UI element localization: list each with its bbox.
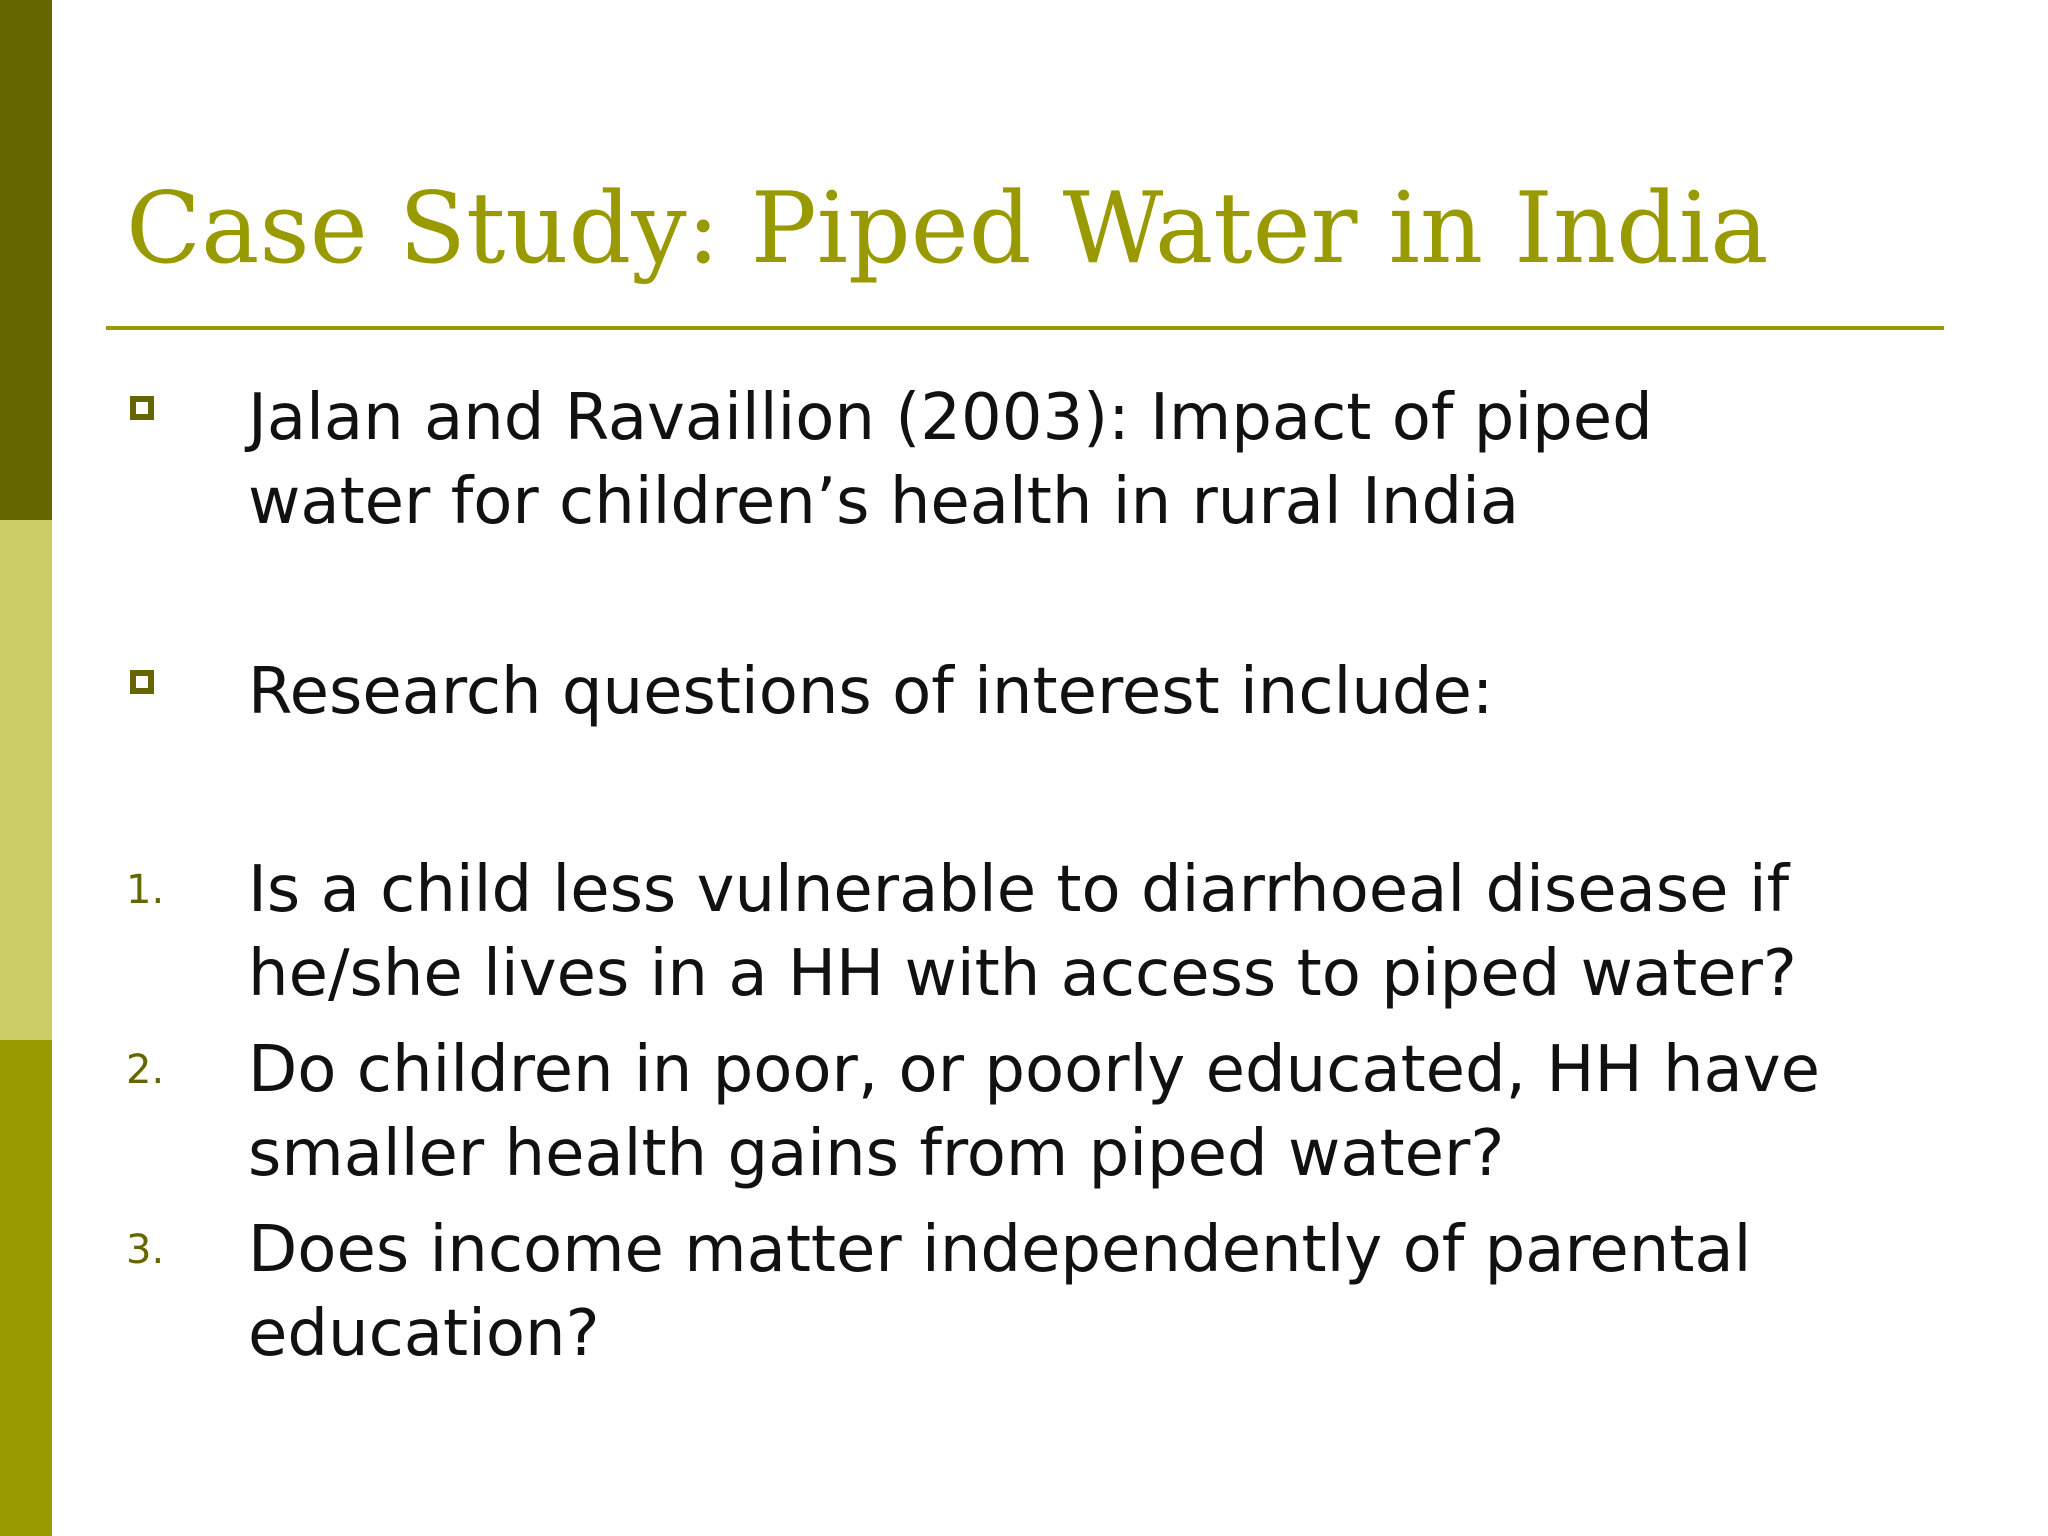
question-text [248, 848, 2006, 1016]
numbered-question [126, 1028, 2006, 1196]
square-bullet-icon [130, 396, 154, 420]
square-bullet-icon [130, 670, 154, 694]
question-text-line: education? [248, 1297, 600, 1371]
bullet-text-line: Jalan and Ravaillion (2003): Impact of piped [248, 381, 1653, 455]
numbered-question [126, 848, 2006, 1016]
question-number: 2. [126, 1047, 165, 1093]
bullet-item [126, 376, 2006, 544]
question-number-box [126, 1208, 248, 1273]
bullet-text [248, 376, 2006, 544]
bullet-marker [126, 650, 248, 690]
question-text [248, 1028, 2006, 1196]
question-number-box [126, 848, 248, 913]
bullet-item [126, 650, 2006, 734]
bullet-marker [126, 376, 248, 416]
question-text-line: Does income matter independently of parental [248, 1213, 1752, 1287]
question-number: 1. [126, 867, 165, 913]
question-text [248, 1208, 2006, 1376]
question-text-line: smaller health gains from piped water? [248, 1117, 1505, 1191]
question-text-line: he/she lives in a HH with access to piped water? [248, 937, 1797, 1011]
bullet-text-line: Research questions of interest include: [248, 655, 1494, 729]
question-text-line: Do children in poor, or poorly educated, HH have [248, 1033, 1820, 1107]
question-number: 3. [126, 1227, 165, 1273]
numbered-question [126, 1208, 2006, 1376]
bullet-text [248, 650, 2006, 734]
question-number-box [126, 1028, 248, 1093]
slide-title: Case Study: Piped Water in India [126, 172, 1769, 286]
question-text-line: Is a child less vulnerable to diarrhoeal disease if [248, 853, 1790, 927]
bullet-text-line: water for children’s health in rural India [248, 465, 1520, 539]
